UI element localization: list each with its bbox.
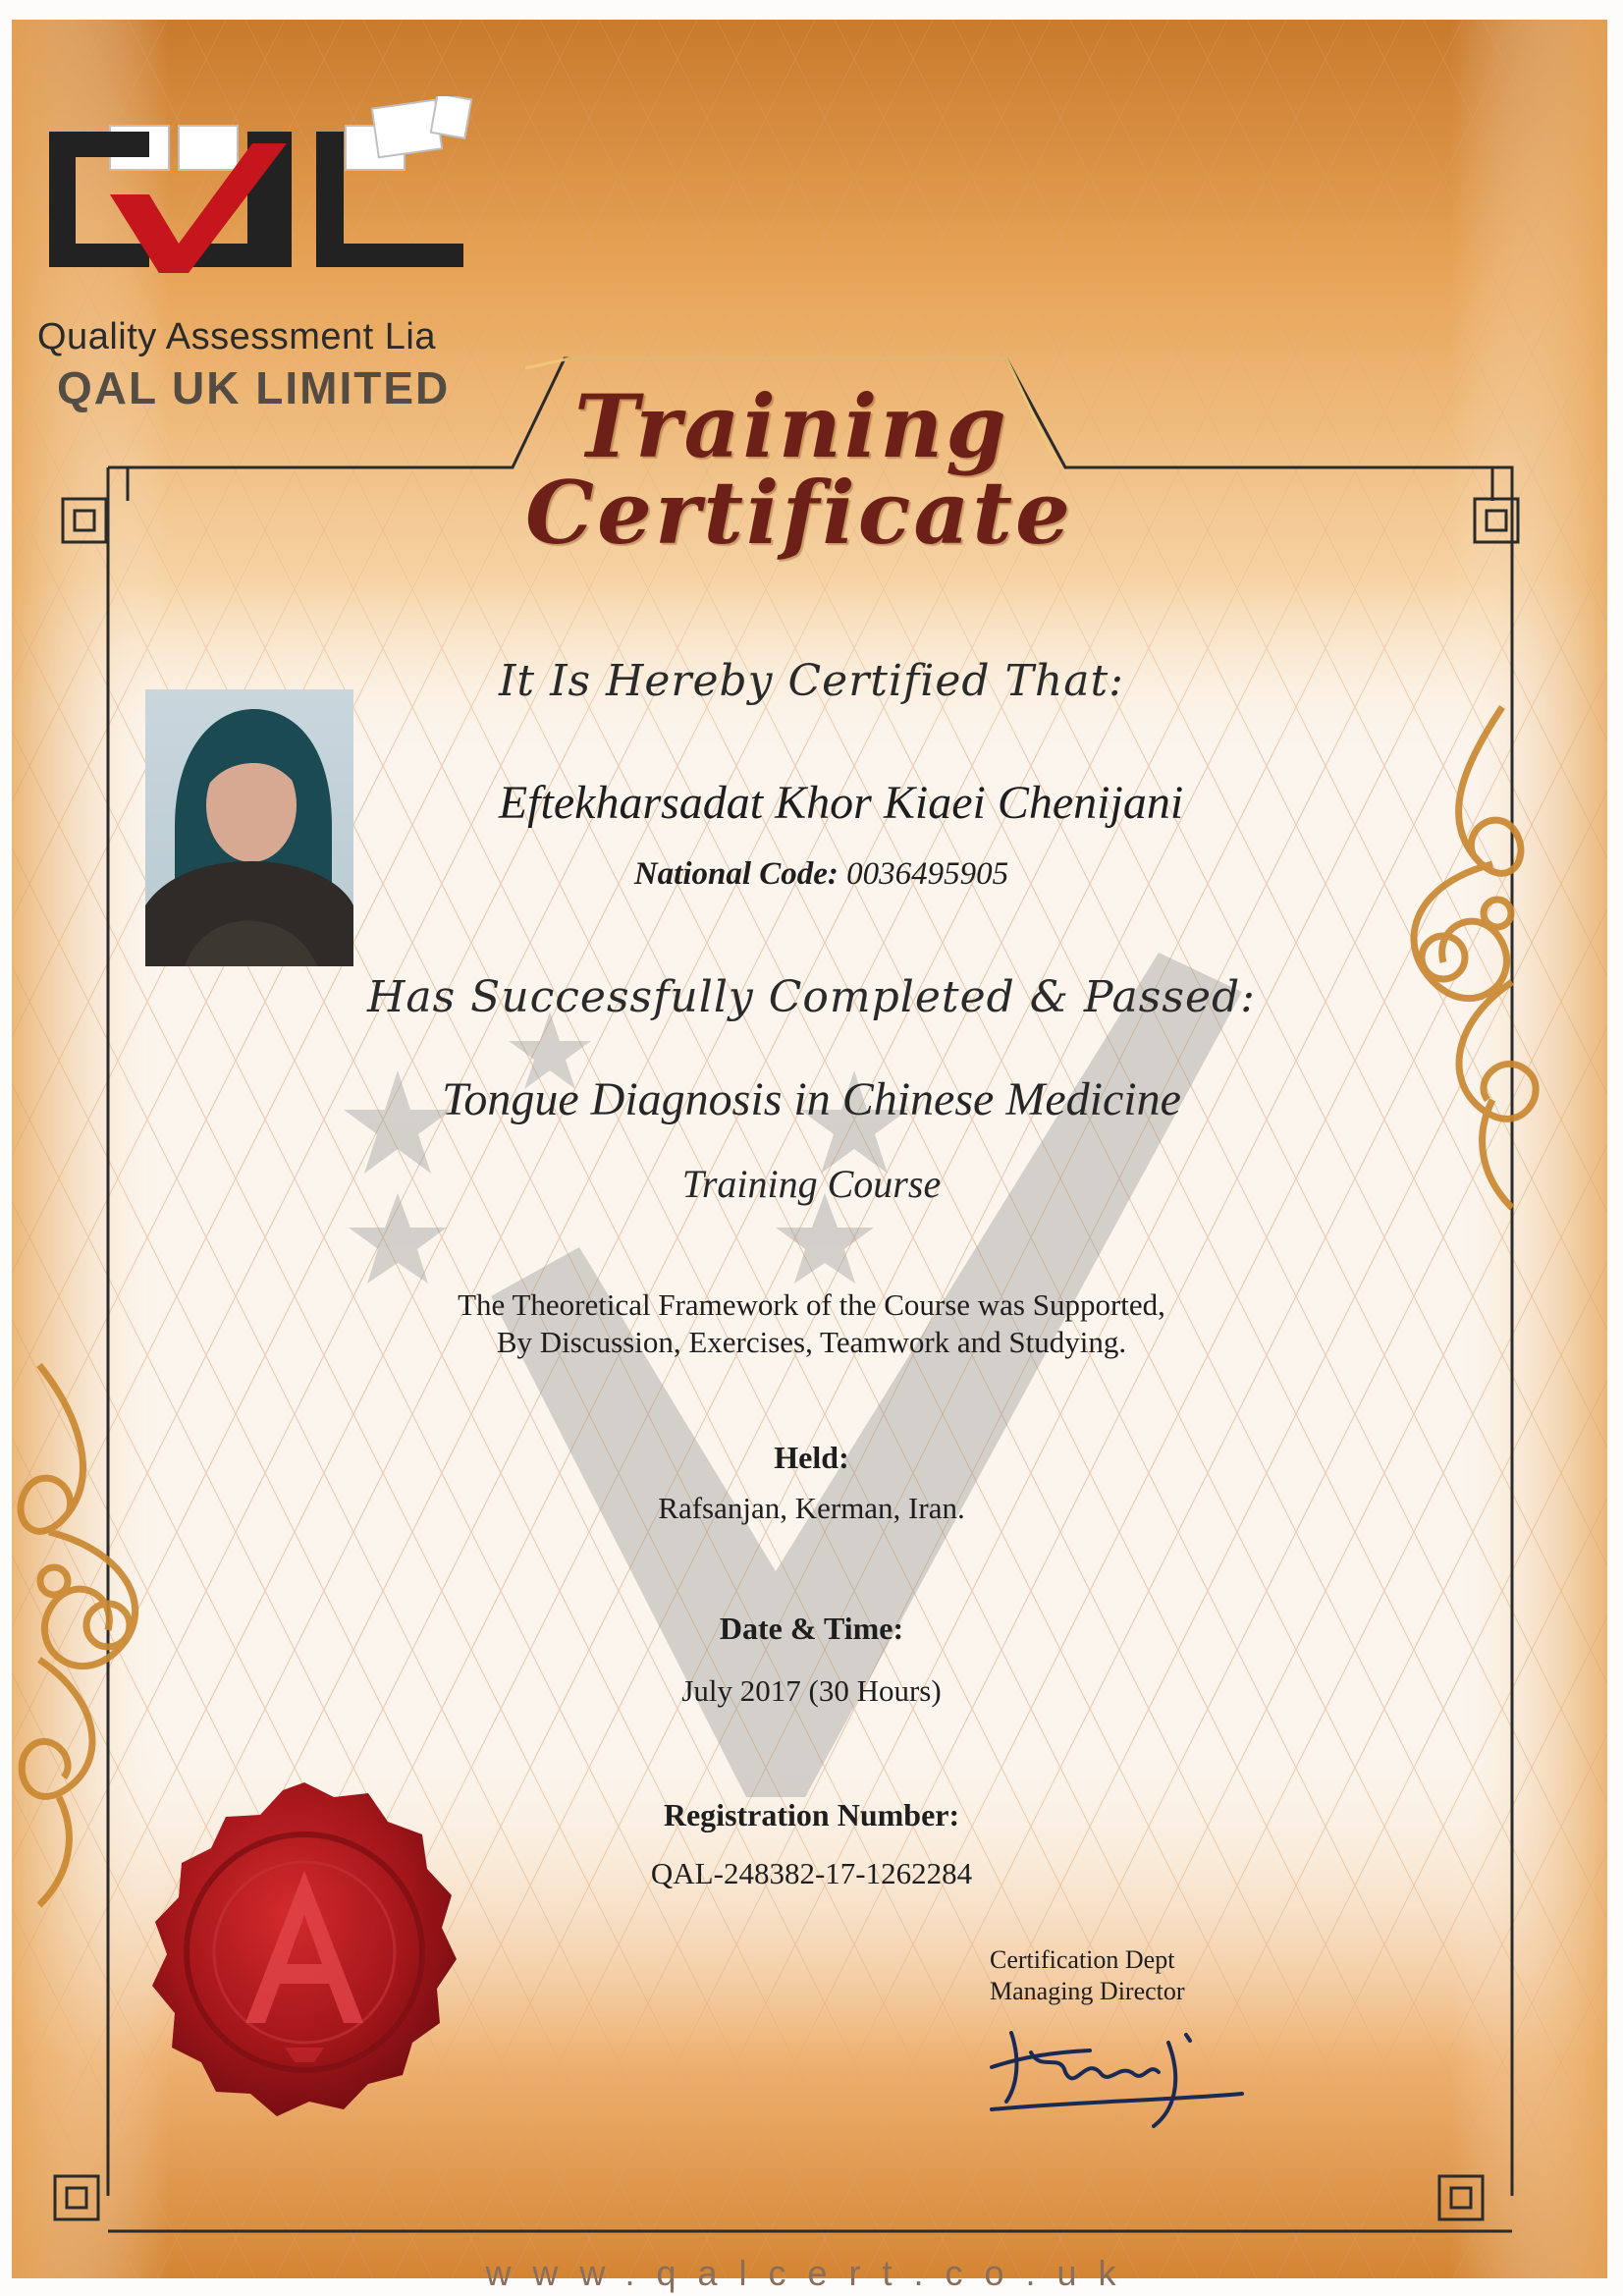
course-title: Tongue Diagnosis in Chinese Medicine [442, 1073, 1181, 1125]
national-code [0, 856, 1623, 893]
national-code-value: 0036495905 [846, 856, 1009, 892]
description-line1: The Theoretical Framework of the Course was Supported, [458, 1287, 1165, 1322]
signatory-title: Managing Director [990, 1977, 1185, 2005]
date-label: Date & Time: [719, 1611, 904, 1646]
registration-label: Registration Number: [663, 1797, 960, 1832]
description-line2: By Discussion, Exercises, Teamwork and Studying. [496, 1325, 1127, 1359]
description [0, 1286, 1623, 1361]
course-subtitle: Training Course [681, 1162, 942, 1206]
logo-company: QAL UK LIMITED [57, 362, 451, 413]
qal-logo-icon [41, 96, 473, 293]
registration-value: QAL-248382-17-1262284 [650, 1856, 973, 1890]
national-code-label: National Code: [633, 856, 839, 892]
held-value: Rafsanjan, Kerman, Iran. [658, 1491, 965, 1525]
recipient-name: Eftekharsadat Khor Kiaei Chenijani [498, 777, 1184, 829]
completed-heading: Has Successfully Completed & Passed: [367, 972, 1256, 1022]
logo-subtitle: Quality Assessment Lia [37, 316, 436, 357]
title-line2: Certificate [525, 462, 1073, 564]
held-label: Held: [774, 1440, 849, 1475]
certified-heading: It Is Hereby Certified That: [499, 656, 1124, 706]
signatory-block [990, 1944, 1185, 2007]
date-value: July 2017 (30 Hours) [681, 1673, 942, 1708]
signatory-dept: Certification Dept [990, 1945, 1175, 1974]
title-line1: Training [574, 375, 1009, 477]
footer-url: www.qalcert.co.uk [485, 2253, 1138, 2293]
